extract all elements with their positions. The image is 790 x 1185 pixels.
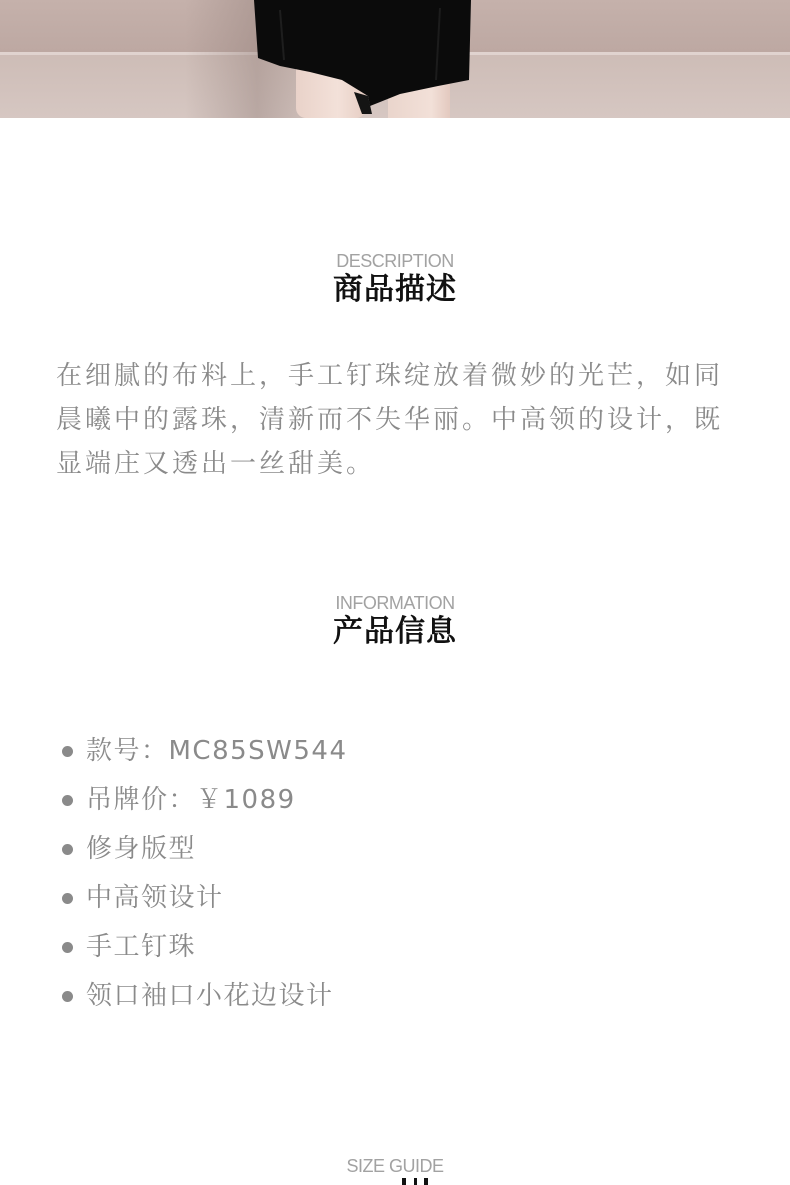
information-title-zh: 产品信息 [333, 614, 457, 649]
info-item-text: 修身版型 [86, 834, 197, 864]
description-title-en: DESCRIPTION [336, 251, 454, 271]
bullet-icon [62, 942, 73, 953]
info-item-text: 中高领设计 [86, 883, 224, 913]
info-item-text: 款号：MC85SW544 [86, 736, 348, 766]
bullet-icon [62, 795, 73, 806]
info-item-text: 领口袖口小花边设计 [86, 981, 334, 1011]
info-item-text: 吊牌价：￥1089 [86, 785, 296, 815]
cropped-glyph-stroke [424, 1178, 428, 1185]
information-header [0, 592, 790, 652]
cropped-glyph-stroke [414, 1178, 417, 1185]
bullet-icon [62, 991, 73, 1002]
bullet-icon [62, 746, 73, 757]
bullet-icon [62, 893, 73, 904]
bullet-icon [62, 844, 73, 855]
size-guide-title-en: SIZE GUIDE [346, 1156, 444, 1176]
product-photo [0, 0, 790, 118]
size-guide-title-zh-cropped [0, 1178, 790, 1185]
size-guide-header [0, 1155, 790, 1177]
information-title-en: INFORMATION [335, 593, 455, 613]
info-item-text: 手工钉珠 [86, 932, 197, 962]
cropped-glyph-stroke [402, 1178, 406, 1185]
description-body: 在细腻的布料上，手工钉珠绽放着微妙的光芒，如同晨曦中的露珠，清新而不失华丽。中高领的设计，既显端庄又透出一丝甜美。 [56, 361, 724, 479]
description-title-zh: 商品描述 [333, 272, 457, 307]
black-skirt-icon [250, 0, 475, 114]
description-header [0, 250, 790, 310]
